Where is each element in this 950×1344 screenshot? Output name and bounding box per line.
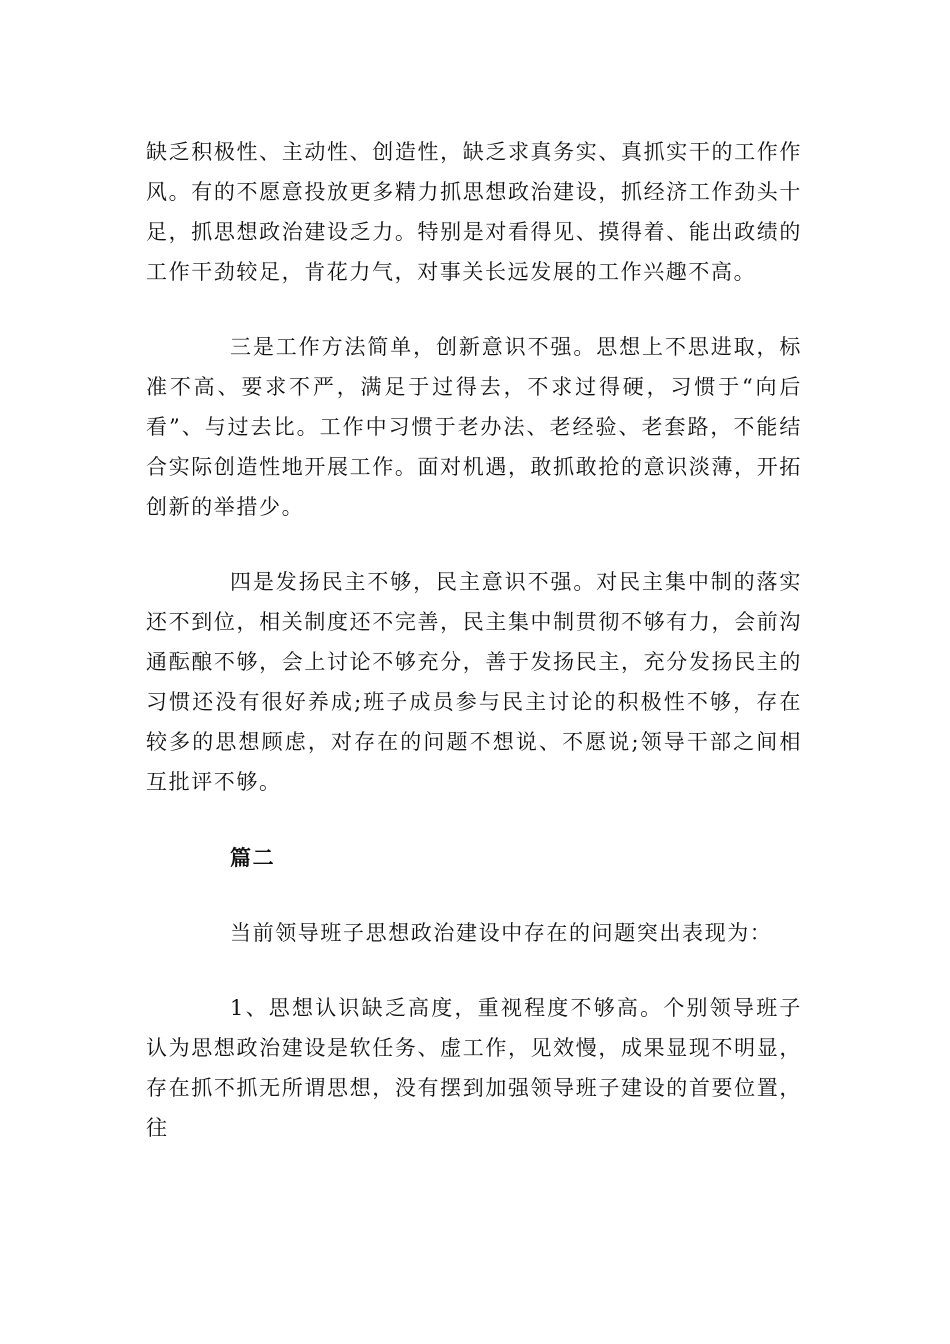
paragraph-point-four: 四是发扬民主不够，民主意识不强。对民主集中制的落实还不到位，相关制度还不完善，民主集中制贯彻不够有力，会前沟通酝酿不够，会上讨论不够充分，善于发扬民主，充分发扬民主的习惯还没有很好养成;班子成员参与民主讨论的积极性不够，存在较多的思想顾虑，对存在的问题不想说、不愿说;领导干部之间相互批评不够。 (146, 570, 802, 794)
document-body (146, 132, 802, 1148)
paragraph-item-one: 1、思想认识缺乏高度，重视程度不够高。个别领导班子认为思想政治建设是软任务、虚工作，见效慢，成果显现不明显，存在抓不抓无所谓思想，没有摆到加强领导班子建设的首要位置，往 (146, 996, 802, 1140)
section-heading: 篇二 (230, 846, 276, 870)
section-intro: 当前领导班子思想政治建设中存在的问题突出表现为： (230, 921, 773, 945)
paragraph-continued: 缺乏积极性、主动性、创造性，缺乏求真务实、真抓实干的工作作风。有的不愿意投放更多精力抓思想政治建设，抓经济工作劲头十足，抓思想政治建设乏力。特别是对看得见、摸得着、能出政绩的工作干劲较足，肯花力气，对事关长远发展的工作兴趣不高。 (146, 140, 802, 284)
paragraph-point-three: 三是工作方法简单，创新意识不强。思想上不思进取，标准不高、要求不严，满足于过得去，不求过得硬，习惯于“向后看”、与过去比。工作中习惯于老办法、老经验、老套路，不能结合实际创造性地开展工作。面对机遇，敢抓敢抢的意识淡薄，开拓创新的举措少。 (146, 335, 802, 519)
